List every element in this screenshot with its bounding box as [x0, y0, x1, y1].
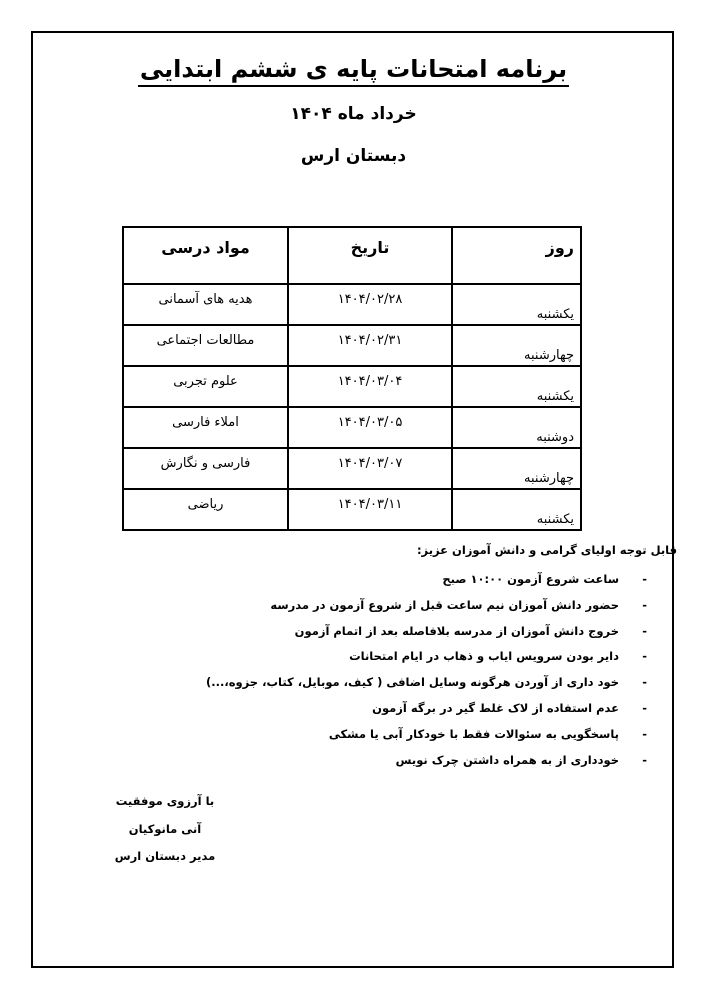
- page-title-wrap: [0, 55, 707, 83]
- table-row: [123, 407, 581, 448]
- cell-subject: املاء فارسی: [123, 407, 288, 448]
- cell-subject: هدیه های آسمانی: [123, 284, 288, 325]
- cell-day: چهارشنبه: [452, 448, 581, 489]
- bullet-dash: -: [642, 623, 647, 638]
- list-item: [206, 701, 647, 727]
- cell-subject: ریاضی: [123, 489, 288, 530]
- note-text: دایر بودن سرویس ایاب و ذهاب در ایام امتحانات: [349, 649, 619, 664]
- note-text: ساعت شروع آزمون ۱۰:۰۰ صبح: [442, 572, 619, 586]
- list-item: [206, 675, 647, 701]
- note-text: پاسخگویی به سئوالات فقط با خودکار آبی یا مشکی: [328, 726, 619, 741]
- list-item: [206, 624, 647, 650]
- column-header-day: روز: [452, 227, 581, 284]
- note-text: عدم استفاده از لاک غلط گیر در برگه آزمون: [372, 700, 619, 715]
- list-item: [206, 598, 647, 624]
- bullet-dash: -: [642, 752, 647, 767]
- bullet-dash: -: [642, 675, 647, 690]
- notes-list: [206, 572, 647, 778]
- notes-title: قابل توجه اولیای گرامی و دانش آموزان عزیز:: [416, 543, 677, 557]
- bullet-dash: -: [642, 726, 647, 741]
- note-text: خود داری از آوردن هرگونه وسایل اضافی ( کیف، موبایل، کتاب، جزوه،...): [205, 675, 619, 690]
- note-text: حضور دانش آموزان نیم ساعت قبل از شروع آزمون در مدرسه: [270, 597, 619, 612]
- column-header-date: تاریخ: [288, 227, 452, 284]
- cell-date: ۱۴۰۴/۰۲/۲۸: [288, 284, 452, 325]
- exam-schedule-table: [122, 226, 582, 531]
- page-title: برنامه امتحانات پایه ی ششم ابتدایی: [138, 55, 569, 87]
- column-header-subject: مواد درسی: [123, 227, 288, 284]
- cell-day: یکشنبه: [452, 489, 581, 530]
- cell-day: چهارشنبه: [452, 325, 581, 366]
- table-row: [123, 325, 581, 366]
- bullet-dash: -: [642, 649, 647, 664]
- table-row: [123, 448, 581, 489]
- table-row: [123, 366, 581, 407]
- bullet-dash: -: [642, 700, 647, 715]
- signature-wish: با آرزوی موفقیت: [115, 794, 215, 808]
- bullet-dash: -: [642, 572, 647, 586]
- table-row: [123, 284, 581, 325]
- cell-day: یکشنبه: [452, 284, 581, 325]
- note-text: خروج دانش آموزان از مدرسه بلافاصله بعد از اتمام آزمون: [294, 623, 619, 638]
- cell-date: ۱۴۰۴/۰۳/۰۷: [288, 448, 452, 489]
- list-item: [206, 649, 647, 675]
- signature-name: آنی مانوکیان: [128, 822, 202, 836]
- table-header-row: [123, 227, 581, 284]
- cell-subject: فارسی و نگارش: [123, 448, 288, 489]
- exam-month: خرداد ماه ۱۴۰۴: [290, 104, 417, 124]
- note-text: خودداری از به همراه داشتن چرک نویس: [395, 752, 619, 767]
- cell-day: یکشنبه: [452, 366, 581, 407]
- list-item: [206, 727, 647, 753]
- cell-date: ۱۴۰۴/۰۳/۰۴: [288, 366, 452, 407]
- list-item: [206, 753, 647, 779]
- school-name: دبستان ارس: [300, 146, 407, 166]
- signature-role: مدیر دبستان ارس: [114, 849, 216, 863]
- cell-date: ۱۴۰۴/۰۲/۳۱: [288, 325, 452, 366]
- table-row: [123, 489, 581, 530]
- cell-date: ۱۴۰۴/۰۳/۰۵: [288, 407, 452, 448]
- bullet-dash: -: [642, 597, 647, 612]
- cell-subject: مطالعات اجتماعی: [123, 325, 288, 366]
- cell-date: ۱۴۰۴/۰۳/۱۱: [288, 489, 452, 530]
- cell-subject: علوم تجربی: [123, 366, 288, 407]
- list-item: [206, 572, 647, 598]
- cell-day: دوشنبه: [452, 407, 581, 448]
